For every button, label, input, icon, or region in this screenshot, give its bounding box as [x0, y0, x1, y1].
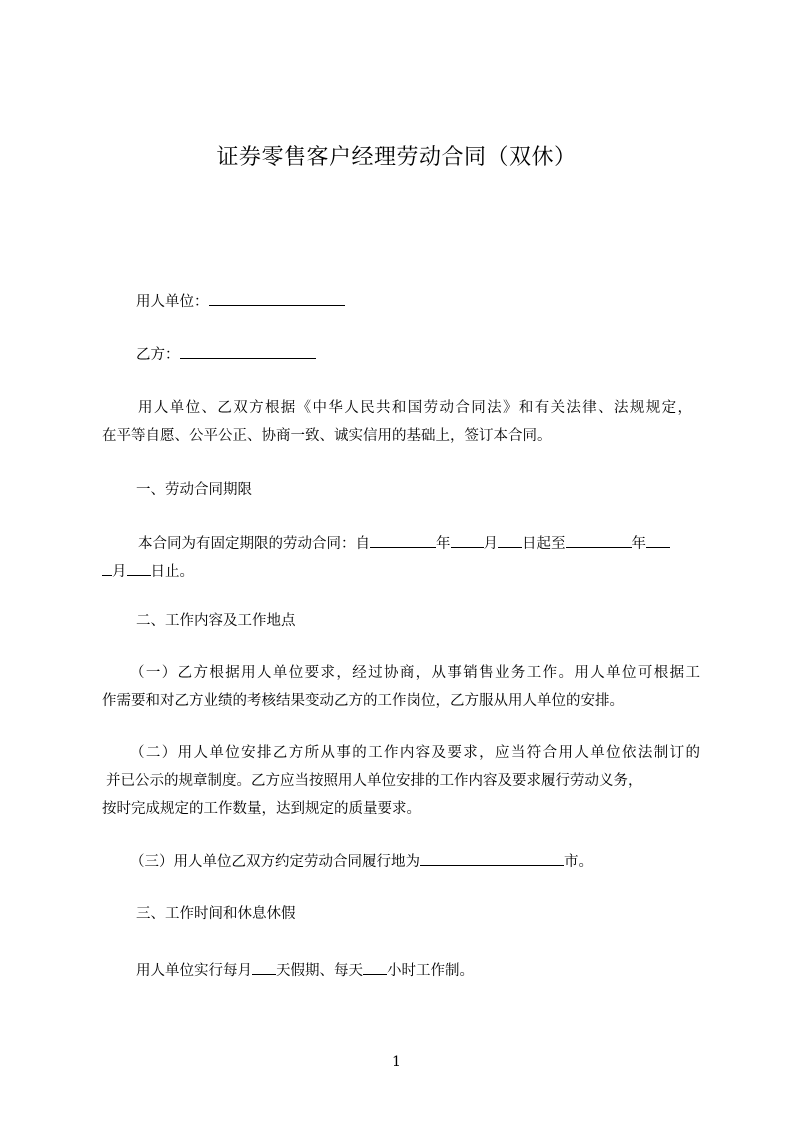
term-text-7: 日止。 — [150, 564, 194, 580]
s3-text-2: 天假期、每天 — [276, 963, 363, 979]
work-location-blank — [420, 850, 564, 866]
section-3-heading: 三、工作时间和休息休假 — [136, 906, 296, 922]
s2-p1-line-2: 作需要和对乙方业绩的考核结果变动乙方的工作岗位，乙方服从用人单位的安排。 — [102, 693, 624, 709]
term-text-2: 年 — [436, 536, 451, 552]
s2-p3-after: 市。 — [564, 854, 593, 870]
employer-line — [136, 290, 736, 312]
start-month-blank — [451, 532, 484, 548]
end-month-blank-part1 — [646, 532, 670, 548]
term-text-1: 本合同为有固定期限的劳动合同：自 — [138, 536, 370, 552]
s3-text-1: 用人单位实行每月 — [136, 963, 252, 979]
monthly-days-blank — [252, 959, 276, 975]
term-text-3: 月 — [483, 536, 498, 552]
daily-hours-blank — [363, 959, 387, 975]
s2-p1-line-1: （一）乙方根据用人单位要求，经过协商，从事销售业务工作。用人单位可根据工 — [130, 665, 700, 681]
employer-blank — [209, 290, 345, 306]
s2-p3-line — [130, 850, 730, 872]
s2-p3-before: （三）用人单位乙双方约定劳动合同履行地为 — [130, 854, 420, 870]
section-2-heading: 二、工作内容及工作地点 — [136, 613, 296, 629]
page-number: 1 — [392, 1054, 401, 1070]
start-year-blank — [370, 532, 436, 548]
party-b-label: 乙方： — [136, 347, 180, 363]
term-text-4: 日起至 — [522, 536, 566, 552]
party-b-blank — [180, 343, 316, 359]
end-month-blank-part2 — [102, 560, 112, 576]
s3-text-3: 小时工作制。 — [387, 963, 474, 979]
end-day-blank — [127, 560, 151, 576]
start-day-blank — [498, 532, 522, 548]
term-line-1 — [138, 532, 738, 554]
intro-line-2: 在平等自愿、公平公正、协商一致、诚实信用的基础上，签订本合同。 — [102, 428, 552, 444]
intro-line-1: 用人单位、乙双方根据《中华人民共和国劳动合同法》和有关法律、法规规定， — [138, 400, 692, 416]
term-text-6: 月 — [112, 564, 127, 580]
party-b-line — [136, 343, 736, 365]
s2-p2-line-2: 并已公示的规章制度。乙方应当按照用人单位安排的工作内容及要求履行劳动义务， — [106, 773, 643, 789]
s2-p2-line-1: （二）用人单位安排乙方所从事的工作内容及要求，应当符合用人单位依法制订的 — [130, 745, 700, 761]
end-year-blank — [566, 532, 632, 548]
document-title: 证券零售客户经理劳动合同（双休） — [216, 145, 577, 170]
s2-p2-line-3: 按时完成规定的工作数量，达到规定的质量要求。 — [102, 801, 421, 817]
term-text-5: 年 — [631, 536, 646, 552]
employer-label: 用人单位： — [136, 294, 209, 310]
section-1-heading: 一、劳动合同期限 — [136, 482, 252, 498]
term-line-2 — [102, 560, 702, 582]
s3-line — [136, 959, 736, 981]
